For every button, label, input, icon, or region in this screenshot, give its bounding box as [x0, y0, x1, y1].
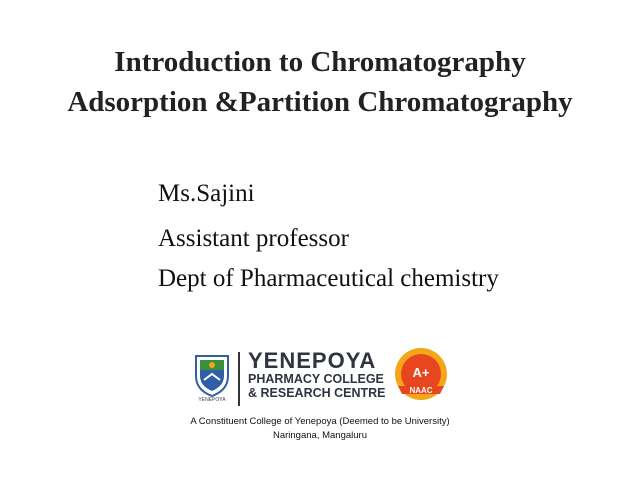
naac-grade: A+ — [412, 365, 430, 380]
brand-line-2: PHARMACY COLLEGE — [248, 372, 384, 386]
title-line-1: Introduction to Chromatography — [114, 46, 526, 78]
crest-icon — [192, 352, 232, 398]
presenter-name: Ms.Sajini — [158, 180, 255, 207]
footer-line-2: Naringana, Mangaluru — [272, 430, 367, 441]
crest-label: YENEPOYA — [198, 397, 226, 403]
naac-badge-icon — [392, 346, 450, 406]
brand-text — [248, 350, 386, 401]
footer-line-1: A Constituent College of Yenepoya (Deemed to be University) — [190, 416, 450, 427]
title-line-2: Adsorption &Partition Chromatography — [67, 86, 573, 118]
logo-divider — [238, 352, 240, 406]
presenter-role: Assistant professor — [158, 225, 349, 252]
naac-label: NAAC — [409, 386, 433, 395]
brand-name: YENEPOYA — [248, 348, 377, 373]
brand-line-3: & RESEARCH CENTRE — [248, 386, 386, 401]
college-logo — [192, 346, 454, 408]
presenter-department: Dept of Pharmaceutical chemistry — [158, 265, 499, 292]
